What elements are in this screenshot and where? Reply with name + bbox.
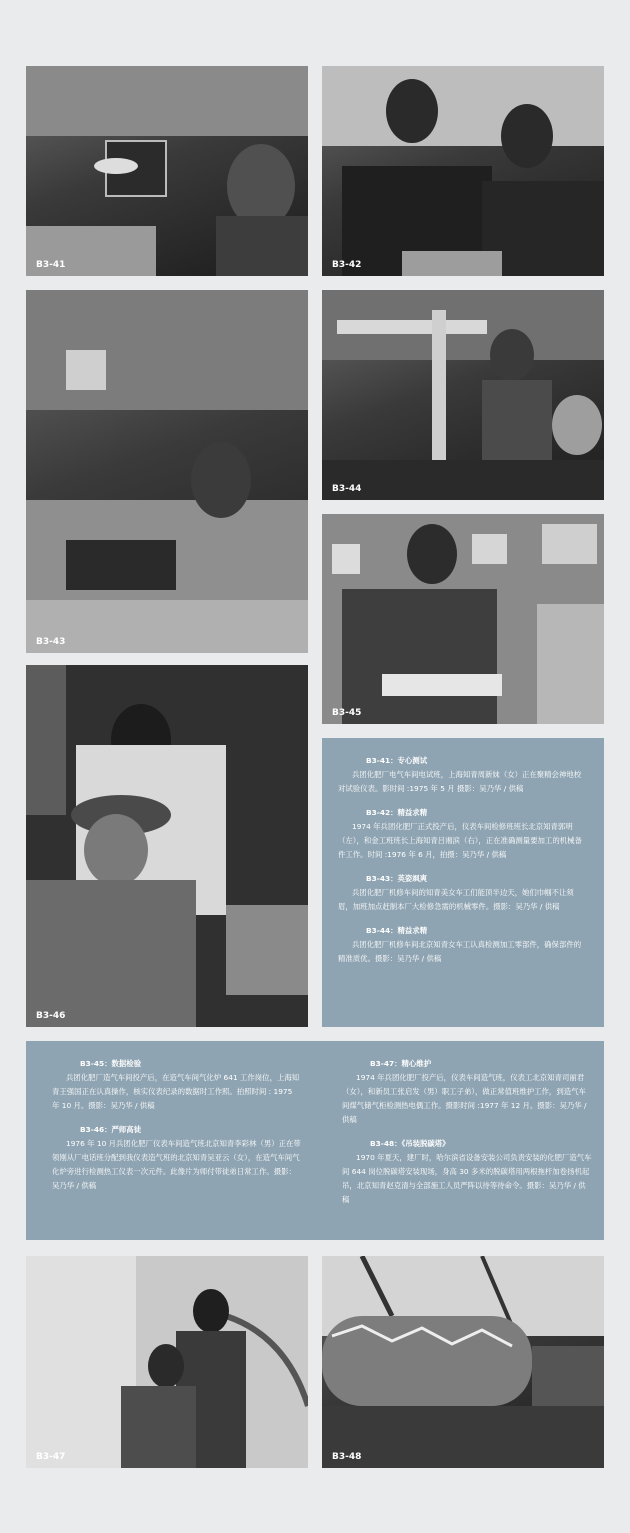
photo-b3-48 bbox=[322, 1256, 604, 1468]
photo-label: B3-43 bbox=[36, 637, 66, 647]
caption-title: B3-47：精心维护 bbox=[370, 1059, 432, 1068]
photo-label: B3-42 bbox=[332, 260, 362, 270]
photo-b3-41 bbox=[26, 66, 308, 276]
caption-title: B3-41：专心测试 bbox=[366, 756, 428, 765]
caption-title: B3-48：《吊装脱碳塔》 bbox=[370, 1139, 450, 1148]
caption-b3-42 bbox=[338, 806, 586, 862]
caption-b3-47 bbox=[342, 1057, 592, 1127]
caption-b3-44 bbox=[338, 924, 586, 966]
photo-b3-42-scene bbox=[322, 66, 604, 276]
photo-b3-41-scene bbox=[26, 66, 308, 276]
caption-title: B3-43：英姿飒爽 bbox=[366, 874, 428, 883]
caption-body: 1976 年 10 月兵团化肥厂仪表车间造气班北京知青李彩林（男）正在带领刚从厂电话班分配到我仪表造气班的北京知青吴亚云（女），在造气车间气化炉旁进行检测热工仪表一次元件。此像片为师付带徒弟日常工作。摄影：吴乃华 / 供稿 bbox=[52, 1139, 301, 1190]
photo-b3-42 bbox=[322, 66, 604, 276]
photo-b3-47 bbox=[26, 1256, 308, 1468]
photo-b3-45-scene bbox=[322, 514, 604, 724]
photo-label: B3-47 bbox=[36, 1452, 66, 1462]
caption-body: 兵团化肥厂造气车间投产后，在造气车间气化炉 641 工作岗位，上海知青王强国正在认真操作，核实仪表纪录的数据时工作照。拍照时间 : 1975 年 10 月。摄影：吴乃华 / 供稿 bbox=[52, 1073, 300, 1110]
caption-box-wide bbox=[26, 1041, 604, 1240]
caption-title: B3-44：精益求精 bbox=[366, 926, 428, 935]
photo-label: B3-48 bbox=[332, 1452, 362, 1462]
photo-label: B3-45 bbox=[332, 708, 362, 718]
caption-b3-48 bbox=[342, 1137, 592, 1207]
photo-b3-47-scene bbox=[26, 1256, 308, 1468]
caption-body: 兵团化肥厂机修车间北京知青女车工认真检测加工零部件，确保部件的精准质优。摄影：吴乃华 / 供稿 bbox=[338, 940, 582, 963]
photo-b3-43-scene bbox=[26, 290, 308, 653]
caption-box-right bbox=[322, 738, 604, 1027]
caption-title: B3-45：数据检验 bbox=[80, 1059, 142, 1068]
photo-label: B3-46 bbox=[36, 1011, 66, 1021]
photo-b3-45 bbox=[322, 514, 604, 724]
caption-b3-46 bbox=[52, 1123, 302, 1193]
photo-b3-46 bbox=[26, 665, 308, 1027]
caption-body: 1974 年兵团化肥厂正式投产后，仪表车间检修班班长北京知青郭明（左），和金工班班长上海知青吕湘滨（右），正在准确测量要加工的机械备件工作。时间 :1976 年 6 月，拍摄：吴乃华 / 供稿 bbox=[338, 822, 582, 859]
caption-b3-41 bbox=[338, 754, 586, 796]
caption-title: B3-42：精益求精 bbox=[366, 808, 428, 817]
photo-b3-48-scene bbox=[322, 1256, 604, 1468]
caption-body: 1970 年夏天，建厂时，哈尔滨省设备安装公司负责安装的化肥厂造气车间 644 岗位脱碳塔安装现场，身高 30 多米的脱碳塔用两根拖杆加卷扬机起吊，北京知青赵克清与全部施工人员严阵以待等待命令。摄影：吴乃华 / 供稿 bbox=[342, 1153, 592, 1204]
caption-b3-43 bbox=[338, 872, 586, 914]
photo-b3-46-scene bbox=[26, 665, 308, 1027]
caption-b3-45 bbox=[52, 1057, 302, 1113]
photo-label: B3-44 bbox=[332, 484, 362, 494]
photo-label: B3-41 bbox=[36, 260, 66, 270]
caption-body: 兵团化肥厂电气车间电试班，上海知青周新妹（女）正在聚精会神地校对试验仪表。影时间 :1975 年 5 月 摄影：吴乃华 / 供稿 bbox=[338, 770, 582, 793]
photo-b3-44-scene bbox=[322, 290, 604, 500]
photo-b3-43 bbox=[26, 290, 308, 653]
caption-column-left bbox=[52, 1057, 302, 1203]
caption-column-right bbox=[342, 1057, 592, 1217]
photo-b3-44 bbox=[322, 290, 604, 500]
caption-title: B3-46：严师高徒 bbox=[80, 1125, 142, 1134]
caption-body: 1974 年兵团化肥厂投产后，仪表车间造气班，仪表工北京知青司丽君（女），和新员工张启发（男）职工子弟），做正常值班维护工作，到造气车间煤气储气柜检测热电偶工作。摄影时间 :1977 年 12 月。摄影：吴乃华 / 供稿 bbox=[342, 1073, 587, 1124]
caption-body: 兵团化肥厂机修车间的知青美女车工们能顶半边天，她们巾帼不让须眉，加班加点赶制本厂大检修急需的机械零件。摄影：吴乃华 / 供稿 bbox=[338, 888, 574, 911]
